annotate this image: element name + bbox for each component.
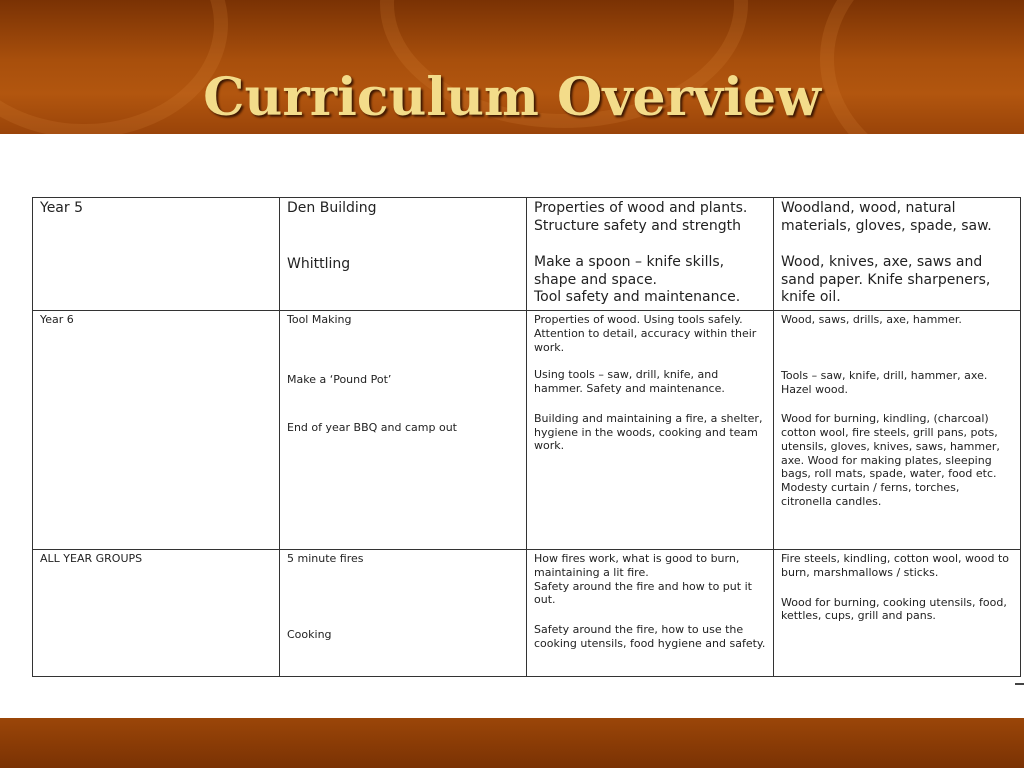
activity-name: 5 minute fires: [287, 552, 364, 565]
year-group-cell: [33, 198, 280, 311]
resources-text: Wood for burning, cooking utensils, food, kettles, cups, grill and pans.: [781, 595, 1007, 623]
year-group-label: Year 6: [40, 313, 74, 326]
table-row: [33, 198, 1021, 311]
activity-cell: [280, 311, 527, 550]
activity-name: Whittling: [287, 255, 351, 272]
resources-cell: [774, 311, 1021, 550]
skills-text: How fires work, what is good to burn, maintaining a lit fire. Safety around the fire and how to put it out.: [534, 552, 752, 607]
activity-name: Tool Making: [287, 313, 352, 326]
skills-text: Make a spoon – knife skills, shape and space. Tool safety and maintenance.: [534, 254, 741, 305]
activity-name: End of year BBQ and camp out: [287, 420, 457, 434]
resources-text: Wood for burning, kindling, (charcoal) cotton wool, fire steels, grill pans, pots, utensils, gloves, knives, saws, hammer, axe. Wood for making plates, sleeping bags, roll mats, spade, water, food etc. Modesty curtain / ferns, torches, citronella candles.: [781, 412, 1000, 508]
resources-cell: [774, 198, 1021, 311]
table-edge-mark: [1015, 683, 1024, 685]
resources-text: Tools – saw, knife, drill, hammer, axe. Hazel wood.: [781, 368, 988, 396]
skills-text: Building and maintaining a fire, a shelter, hygiene in the woods, cooking and team work.: [534, 411, 763, 453]
skills-text: Using tools – saw, drill, knife, and hammer. Safety and maintenance.: [534, 368, 725, 395]
activity-name: Cooking: [287, 627, 332, 641]
resources-text: Wood, knives, axe, saws and sand paper. Knife sharpeners, knife oil.: [781, 254, 991, 305]
resources-text: Fire steels, kindling, cotton wool, wood to burn, marshmallows / sticks.: [781, 552, 1010, 579]
year-group-cell: [33, 311, 280, 550]
activity-cell: [280, 550, 527, 677]
table-row: [33, 311, 1021, 550]
year-group-label: ALL YEAR GROUPS: [40, 552, 143, 565]
curriculum-table: [32, 197, 1021, 677]
skills-cell: [527, 198, 774, 311]
skills-cell: [527, 311, 774, 550]
resources-text: Wood, saws, drills, axe, hammer.: [781, 313, 962, 326]
footer-band: [0, 718, 1024, 768]
activity-cell: [280, 198, 527, 311]
year-group-cell: [33, 550, 280, 677]
skills-text: Safety around the fire, how to use the cooking utensils, food hygiene and safety.: [534, 623, 766, 650]
year-group-label: Year 5: [40, 200, 83, 216]
activity-name: Den Building: [287, 200, 377, 216]
activity-name: Make a ‘Pound Pot’: [287, 372, 392, 386]
skills-text: Properties of wood. Using tools safely. Attention to detail, accuracy within their work.: [534, 313, 757, 354]
resources-text: Woodland, wood, natural materials, gloves, spade, saw.: [781, 200, 992, 234]
resources-cell: [774, 550, 1021, 677]
skills-cell: [527, 550, 774, 677]
slide-title: Curriculum Overview: [203, 67, 821, 128]
skills-text: Properties of wood and plants. Structure safety and strength: [534, 200, 748, 234]
table-row: [33, 550, 1021, 677]
